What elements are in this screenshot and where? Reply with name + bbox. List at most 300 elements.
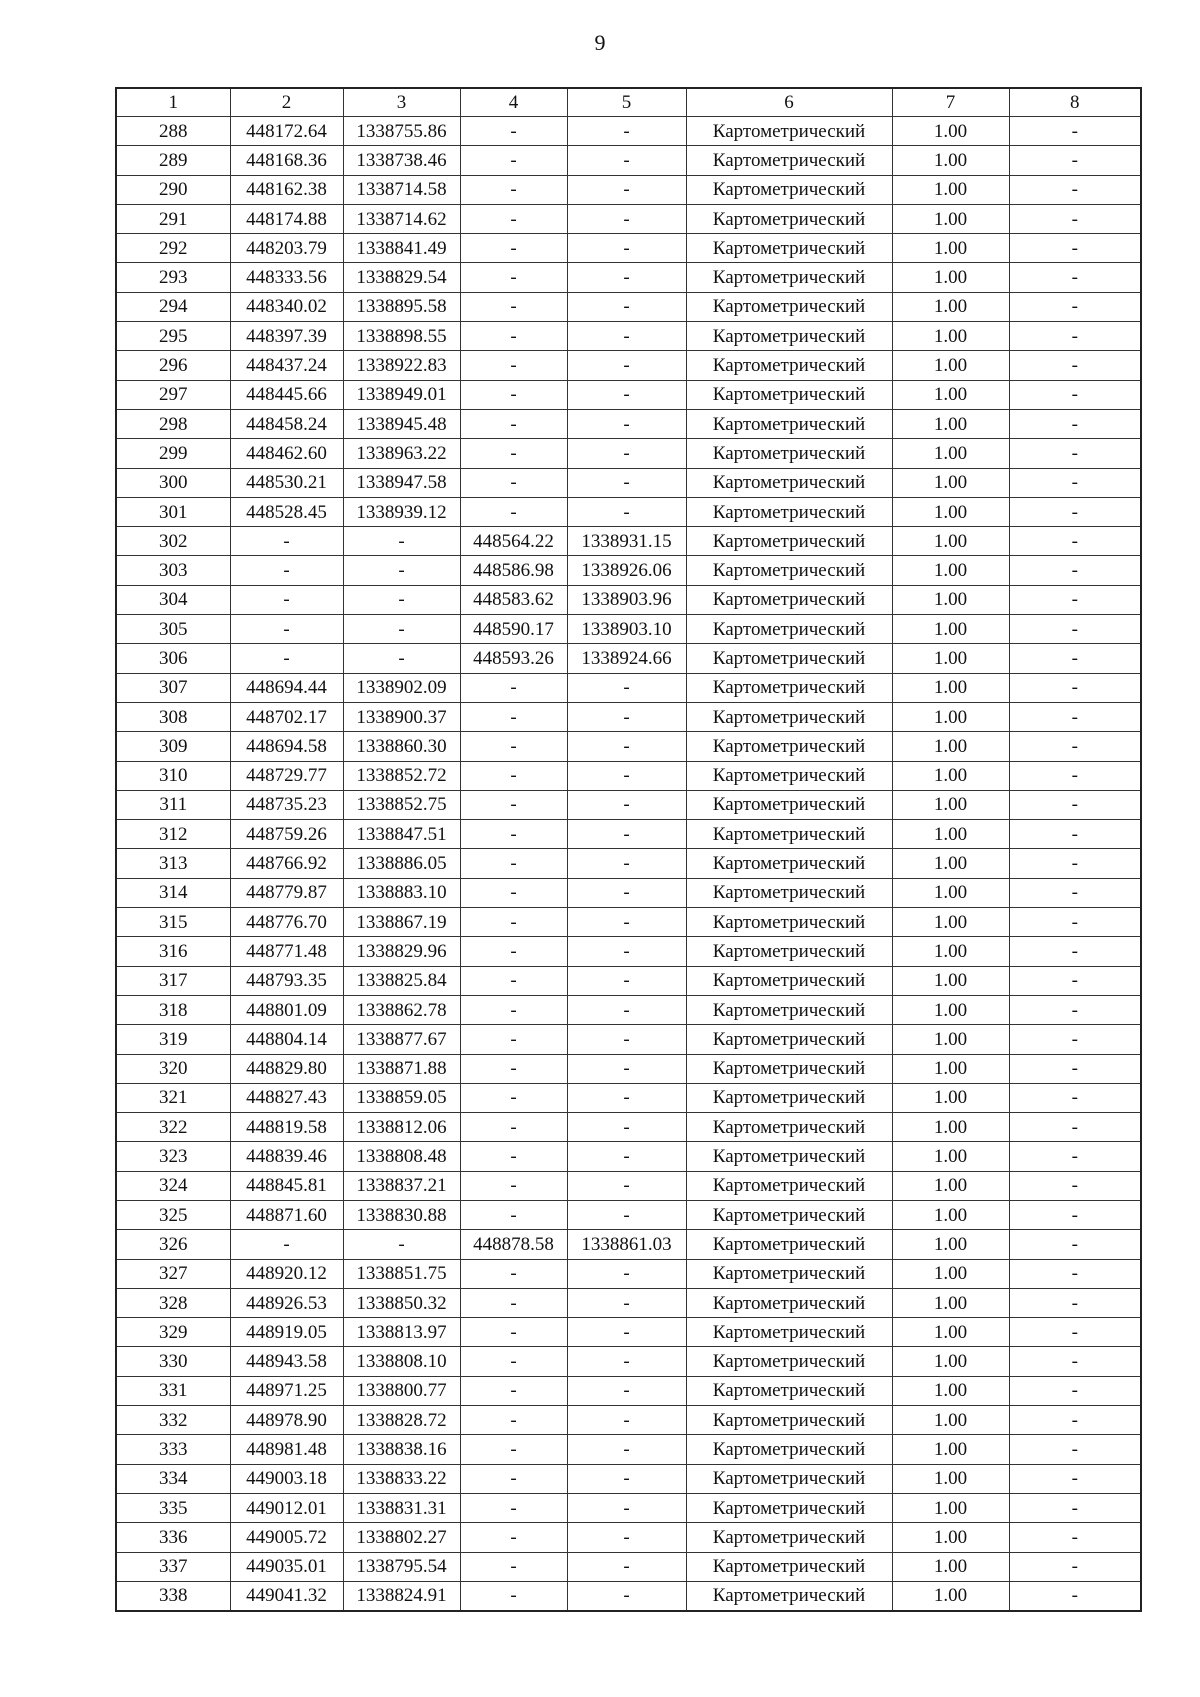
table-cell: 1338802.27 bbox=[343, 1523, 460, 1552]
table-cell: 297 bbox=[116, 380, 230, 409]
table-cell: - bbox=[343, 585, 460, 614]
table-cell: 1338831.31 bbox=[343, 1493, 460, 1522]
table-cell: Картометрический bbox=[686, 1113, 892, 1142]
table-cell: 448174.88 bbox=[230, 204, 343, 233]
table-cell: Картометрический bbox=[686, 702, 892, 731]
table-cell: - bbox=[460, 849, 567, 878]
table-cell: - bbox=[567, 439, 686, 468]
table-cell: - bbox=[567, 1347, 686, 1376]
table-cell: Картометрический bbox=[686, 380, 892, 409]
table-cell: 310 bbox=[116, 761, 230, 790]
table-cell: - bbox=[460, 351, 567, 380]
table-cell: - bbox=[1009, 175, 1141, 204]
table-cell: 1.00 bbox=[892, 1113, 1009, 1142]
table-cell: 448819.58 bbox=[230, 1113, 343, 1142]
table-cell: 317 bbox=[116, 966, 230, 995]
table-cell: 289 bbox=[116, 146, 230, 175]
table-cell: 448735.23 bbox=[230, 790, 343, 819]
table-cell: 1.00 bbox=[892, 497, 1009, 526]
table-cell: 305 bbox=[116, 615, 230, 644]
table-row bbox=[116, 995, 1141, 1024]
table-cell: 1338862.78 bbox=[343, 995, 460, 1024]
table-cell: Картометрический bbox=[686, 439, 892, 468]
table-cell: - bbox=[230, 615, 343, 644]
table-cell: 1338902.09 bbox=[343, 673, 460, 702]
table-cell: - bbox=[460, 937, 567, 966]
table-cell: Картометрический bbox=[686, 234, 892, 263]
table-cell: - bbox=[343, 556, 460, 585]
table-cell: 323 bbox=[116, 1142, 230, 1171]
table-cell: 312 bbox=[116, 820, 230, 849]
table-cell: - bbox=[460, 1142, 567, 1171]
table-row bbox=[116, 292, 1141, 321]
table-cell: - bbox=[567, 1142, 686, 1171]
table-cell: 448801.09 bbox=[230, 995, 343, 1024]
table-cell: - bbox=[1009, 1552, 1141, 1581]
table-cell: 337 bbox=[116, 1552, 230, 1581]
table-cell: 294 bbox=[116, 292, 230, 321]
table-cell: Картометрический bbox=[686, 673, 892, 702]
table-cell: Картометрический bbox=[686, 1523, 892, 1552]
table-cell: 1338947.58 bbox=[343, 468, 460, 497]
table-cell: 448564.22 bbox=[460, 527, 567, 556]
table-cell: 322 bbox=[116, 1113, 230, 1142]
table-cell: - bbox=[460, 673, 567, 702]
table-cell: - bbox=[460, 761, 567, 790]
table-cell: 1338755.86 bbox=[343, 117, 460, 146]
table-cell: Картометрический bbox=[686, 1200, 892, 1229]
table-cell: 1338813.97 bbox=[343, 1318, 460, 1347]
table-row bbox=[116, 937, 1141, 966]
table-cell: 448793.35 bbox=[230, 966, 343, 995]
table-cell: - bbox=[1009, 1142, 1141, 1171]
table-row bbox=[116, 322, 1141, 351]
table-row bbox=[116, 1435, 1141, 1464]
table-cell: 1.00 bbox=[892, 117, 1009, 146]
table-cell: - bbox=[1009, 1347, 1141, 1376]
table-cell: - bbox=[1009, 322, 1141, 351]
table-cell: - bbox=[460, 732, 567, 761]
table-cell: 1.00 bbox=[892, 1171, 1009, 1200]
table-cell: 1338829.54 bbox=[343, 263, 460, 292]
table-cell: - bbox=[567, 1171, 686, 1200]
table-cell: 448978.90 bbox=[230, 1406, 343, 1435]
table-cell: Картометрический bbox=[686, 790, 892, 819]
table-row bbox=[116, 1200, 1141, 1229]
table-cell: 449035.01 bbox=[230, 1552, 343, 1581]
table-cell: Картометрический bbox=[686, 468, 892, 497]
table-cell: - bbox=[460, 1552, 567, 1581]
table-row bbox=[116, 849, 1141, 878]
table-cell: - bbox=[1009, 204, 1141, 233]
table-cell: 448593.26 bbox=[460, 644, 567, 673]
table-cell: - bbox=[230, 585, 343, 614]
table-row bbox=[116, 1552, 1141, 1581]
table-cell: - bbox=[1009, 878, 1141, 907]
table-cell: 318 bbox=[116, 995, 230, 1024]
table-cell: 1338886.05 bbox=[343, 849, 460, 878]
table-cell: 448172.64 bbox=[230, 117, 343, 146]
table-cell: 334 bbox=[116, 1464, 230, 1493]
table-cell: - bbox=[460, 1435, 567, 1464]
table-cell: Картометрический bbox=[686, 1054, 892, 1083]
table-cell: - bbox=[1009, 1493, 1141, 1522]
table-cell: 1.00 bbox=[892, 1523, 1009, 1552]
table-cell: - bbox=[567, 1581, 686, 1611]
table-cell: - bbox=[1009, 761, 1141, 790]
table-cell: - bbox=[567, 1113, 686, 1142]
table-cell: - bbox=[1009, 1435, 1141, 1464]
table-cell: 448845.81 bbox=[230, 1171, 343, 1200]
table-cell: 448702.17 bbox=[230, 702, 343, 731]
table-cell: Картометрический bbox=[686, 908, 892, 937]
table-cell: 448583.62 bbox=[460, 585, 567, 614]
table-cell: - bbox=[1009, 1025, 1141, 1054]
table-cell: - bbox=[1009, 820, 1141, 849]
table-cell: - bbox=[460, 1581, 567, 1611]
table-header-row bbox=[116, 88, 1141, 117]
table-cell: - bbox=[460, 409, 567, 438]
table-cell: 1.00 bbox=[892, 409, 1009, 438]
table-cell: 1338898.55 bbox=[343, 322, 460, 351]
table-cell: 1338963.22 bbox=[343, 439, 460, 468]
table-cell: 314 bbox=[116, 878, 230, 907]
table-cell: - bbox=[567, 1259, 686, 1288]
table-cell: 448759.26 bbox=[230, 820, 343, 849]
table-cell: - bbox=[1009, 966, 1141, 995]
table-cell: Картометрический bbox=[686, 556, 892, 585]
table-cell: - bbox=[460, 1318, 567, 1347]
table-cell: 321 bbox=[116, 1083, 230, 1112]
table-cell: Картометрический bbox=[686, 937, 892, 966]
table-cell: 449041.32 bbox=[230, 1581, 343, 1611]
table-cell: - bbox=[1009, 1581, 1141, 1611]
table-cell: - bbox=[567, 1200, 686, 1229]
table-row bbox=[116, 468, 1141, 497]
table-cell: 448530.21 bbox=[230, 468, 343, 497]
table-cell: 298 bbox=[116, 409, 230, 438]
table-cell: - bbox=[1009, 351, 1141, 380]
table-row bbox=[116, 878, 1141, 907]
table-cell: - bbox=[1009, 556, 1141, 585]
table-cell: - bbox=[460, 966, 567, 995]
table-row bbox=[116, 820, 1141, 849]
table-cell: - bbox=[230, 1230, 343, 1259]
table-cell: - bbox=[460, 1464, 567, 1493]
table-cell: - bbox=[567, 937, 686, 966]
table-cell: 448920.12 bbox=[230, 1259, 343, 1288]
table-cell: - bbox=[460, 878, 567, 907]
table-cell: 299 bbox=[116, 439, 230, 468]
table-cell: - bbox=[343, 527, 460, 556]
table-row bbox=[116, 1493, 1141, 1522]
column-header: 8 bbox=[1009, 88, 1141, 117]
table-cell: 1.00 bbox=[892, 1054, 1009, 1083]
table-cell: - bbox=[343, 1230, 460, 1259]
table-cell: - bbox=[343, 615, 460, 644]
table-row bbox=[116, 1581, 1141, 1611]
table-row bbox=[116, 409, 1141, 438]
table-row bbox=[116, 644, 1141, 673]
table-cell: 288 bbox=[116, 117, 230, 146]
table-cell: - bbox=[1009, 439, 1141, 468]
table-cell: 448445.66 bbox=[230, 380, 343, 409]
table-cell: - bbox=[1009, 527, 1141, 556]
table-cell: - bbox=[567, 1435, 686, 1464]
table-cell: 1338738.46 bbox=[343, 146, 460, 175]
table-cell: - bbox=[1009, 117, 1141, 146]
table-cell: - bbox=[460, 1025, 567, 1054]
table-cell: 307 bbox=[116, 673, 230, 702]
table-cell: 1.00 bbox=[892, 204, 1009, 233]
table-cell: 1.00 bbox=[892, 1200, 1009, 1229]
table-cell: - bbox=[1009, 1406, 1141, 1435]
table-cell: 303 bbox=[116, 556, 230, 585]
table-cell: 1338852.75 bbox=[343, 790, 460, 819]
table-cell: 448766.92 bbox=[230, 849, 343, 878]
table-cell: Картометрический bbox=[686, 878, 892, 907]
table-cell: 1.00 bbox=[892, 1025, 1009, 1054]
table-cell: 1338877.67 bbox=[343, 1025, 460, 1054]
table-cell: - bbox=[460, 1376, 567, 1405]
table-cell: 448981.48 bbox=[230, 1435, 343, 1464]
table-cell: Картометрический bbox=[686, 1025, 892, 1054]
table-cell: 338 bbox=[116, 1581, 230, 1611]
table-cell: - bbox=[567, 175, 686, 204]
table-row bbox=[116, 1259, 1141, 1288]
table-cell: 448771.48 bbox=[230, 937, 343, 966]
table-cell: 1.00 bbox=[892, 820, 1009, 849]
table-cell: - bbox=[567, 790, 686, 819]
table-cell: 1338926.06 bbox=[567, 556, 686, 585]
table-cell: 1338871.88 bbox=[343, 1054, 460, 1083]
table-cell: 1.00 bbox=[892, 1083, 1009, 1112]
table-cell: 329 bbox=[116, 1318, 230, 1347]
table-row bbox=[116, 1142, 1141, 1171]
table-cell: Картометрический bbox=[686, 1493, 892, 1522]
table-cell: 448694.44 bbox=[230, 673, 343, 702]
table-cell: 448333.56 bbox=[230, 263, 343, 292]
table-cell: 1338903.96 bbox=[567, 585, 686, 614]
table-cell: 327 bbox=[116, 1259, 230, 1288]
table-cell: 1.00 bbox=[892, 556, 1009, 585]
table-cell: 1338714.58 bbox=[343, 175, 460, 204]
table-cell: - bbox=[567, 878, 686, 907]
table-cell: Картометрический bbox=[686, 644, 892, 673]
table-cell: 1.00 bbox=[892, 790, 1009, 819]
table-cell: 1.00 bbox=[892, 1259, 1009, 1288]
table-cell: - bbox=[1009, 263, 1141, 292]
table-cell: - bbox=[460, 1493, 567, 1522]
table-row bbox=[116, 1083, 1141, 1112]
table-row bbox=[116, 204, 1141, 233]
table-cell: - bbox=[230, 527, 343, 556]
table-row bbox=[116, 234, 1141, 263]
table-row bbox=[116, 1230, 1141, 1259]
table-cell: 332 bbox=[116, 1406, 230, 1435]
table-cell: - bbox=[460, 1171, 567, 1200]
table-cell: - bbox=[460, 1406, 567, 1435]
table-row bbox=[116, 1171, 1141, 1200]
table-cell: 1338859.05 bbox=[343, 1083, 460, 1112]
table-cell: 1.00 bbox=[892, 1376, 1009, 1405]
table-cell: Картометрический bbox=[686, 1435, 892, 1464]
table-row bbox=[116, 351, 1141, 380]
table-cell: 336 bbox=[116, 1523, 230, 1552]
table-row bbox=[116, 380, 1141, 409]
table-cell: - bbox=[567, 1318, 686, 1347]
table-cell: - bbox=[1009, 908, 1141, 937]
table-cell: 1338829.96 bbox=[343, 937, 460, 966]
table-row bbox=[116, 1113, 1141, 1142]
table-cell: 1338795.54 bbox=[343, 1552, 460, 1581]
table-cell: 1.00 bbox=[892, 644, 1009, 673]
table-cell: Картометрический bbox=[686, 1318, 892, 1347]
table-cell: 291 bbox=[116, 204, 230, 233]
table-cell: 448919.05 bbox=[230, 1318, 343, 1347]
table-cell: 1.00 bbox=[892, 263, 1009, 292]
column-header: 7 bbox=[892, 88, 1009, 117]
table-cell: 1338828.72 bbox=[343, 1406, 460, 1435]
table-cell: - bbox=[1009, 790, 1141, 819]
table-row bbox=[116, 146, 1141, 175]
table-cell: 300 bbox=[116, 468, 230, 497]
table-cell: - bbox=[1009, 1464, 1141, 1493]
table-cell: - bbox=[567, 732, 686, 761]
table-cell: 448926.53 bbox=[230, 1288, 343, 1317]
table-cell: - bbox=[1009, 995, 1141, 1024]
table-cell: Картометрический bbox=[686, 849, 892, 878]
table-cell: - bbox=[1009, 1288, 1141, 1317]
table-cell: - bbox=[567, 263, 686, 292]
table-cell: 320 bbox=[116, 1054, 230, 1083]
table-cell: 448203.79 bbox=[230, 234, 343, 263]
table-cell: - bbox=[1009, 146, 1141, 175]
table-cell: Картометрический bbox=[686, 497, 892, 526]
table-cell: 448971.25 bbox=[230, 1376, 343, 1405]
table-cell: - bbox=[567, 1493, 686, 1522]
table-cell: 1.00 bbox=[892, 585, 1009, 614]
column-header: 6 bbox=[686, 88, 892, 117]
table-cell: - bbox=[567, 820, 686, 849]
table-cell: Картометрический bbox=[686, 351, 892, 380]
table-cell: 301 bbox=[116, 497, 230, 526]
table-cell: 1338808.48 bbox=[343, 1142, 460, 1171]
table-cell: - bbox=[460, 908, 567, 937]
table-cell: Картометрический bbox=[686, 1083, 892, 1112]
table-cell: 1.00 bbox=[892, 468, 1009, 497]
table-cell: - bbox=[1009, 1171, 1141, 1200]
table-cell: - bbox=[460, 995, 567, 1024]
table-cell: 1338837.21 bbox=[343, 1171, 460, 1200]
table-cell: 448943.58 bbox=[230, 1347, 343, 1376]
table-row bbox=[116, 790, 1141, 819]
table-cell: Картометрический bbox=[686, 1171, 892, 1200]
table-cell: - bbox=[460, 1083, 567, 1112]
table-cell: - bbox=[230, 556, 343, 585]
table-cell: 1.00 bbox=[892, 1142, 1009, 1171]
table-cell: 331 bbox=[116, 1376, 230, 1405]
table-cell: 1338931.15 bbox=[567, 527, 686, 556]
table-cell: 1338841.49 bbox=[343, 234, 460, 263]
table-cell: - bbox=[567, 966, 686, 995]
table-cell: - bbox=[567, 702, 686, 731]
table-body bbox=[116, 117, 1141, 1612]
table-cell: - bbox=[567, 849, 686, 878]
column-header: 5 bbox=[567, 88, 686, 117]
table-cell: 1338800.77 bbox=[343, 1376, 460, 1405]
table-cell: Картометрический bbox=[686, 966, 892, 995]
table-cell: - bbox=[1009, 292, 1141, 321]
table-cell: - bbox=[1009, 1113, 1141, 1142]
table-row bbox=[116, 1406, 1141, 1435]
table-cell: - bbox=[460, 820, 567, 849]
table-cell: - bbox=[567, 292, 686, 321]
table-row bbox=[116, 761, 1141, 790]
table-cell: 1338838.16 bbox=[343, 1435, 460, 1464]
table-row bbox=[116, 1054, 1141, 1083]
coordinates-table bbox=[115, 87, 1142, 1612]
table-cell: 1338714.62 bbox=[343, 204, 460, 233]
table-cell: 448776.70 bbox=[230, 908, 343, 937]
table-cell: Картометрический bbox=[686, 615, 892, 644]
table-cell: - bbox=[567, 761, 686, 790]
table-cell: Картометрический bbox=[686, 1347, 892, 1376]
table-cell: 1.00 bbox=[892, 439, 1009, 468]
table-cell: - bbox=[1009, 409, 1141, 438]
table-row bbox=[116, 1376, 1141, 1405]
table-cell: Картометрический bbox=[686, 204, 892, 233]
table-cell: 328 bbox=[116, 1288, 230, 1317]
table-cell: 1338883.10 bbox=[343, 878, 460, 907]
table-cell: - bbox=[1009, 1318, 1141, 1347]
table-cell: 1338949.01 bbox=[343, 380, 460, 409]
table-cell: Картометрический bbox=[686, 1552, 892, 1581]
table-cell: 311 bbox=[116, 790, 230, 819]
table-cell: 1.00 bbox=[892, 1347, 1009, 1376]
table-cell: 1.00 bbox=[892, 351, 1009, 380]
table-cell: 448779.87 bbox=[230, 878, 343, 907]
table-cell: - bbox=[460, 175, 567, 204]
table-cell: 1338808.10 bbox=[343, 1347, 460, 1376]
table-cell: 1338900.37 bbox=[343, 702, 460, 731]
table-cell: 1.00 bbox=[892, 878, 1009, 907]
table-cell: - bbox=[567, 1406, 686, 1435]
table-cell: 1.00 bbox=[892, 1493, 1009, 1522]
table-cell: 308 bbox=[116, 702, 230, 731]
table-cell: - bbox=[567, 146, 686, 175]
table-cell: - bbox=[567, 409, 686, 438]
table-cell: 1.00 bbox=[892, 849, 1009, 878]
table-row bbox=[116, 1523, 1141, 1552]
table-cell: 292 bbox=[116, 234, 230, 263]
table-cell: 448462.60 bbox=[230, 439, 343, 468]
table-cell: 296 bbox=[116, 351, 230, 380]
table-cell: Картометрический bbox=[686, 1288, 892, 1317]
table-cell: - bbox=[567, 1054, 686, 1083]
table-cell: - bbox=[1009, 1259, 1141, 1288]
table-row bbox=[116, 702, 1141, 731]
table-cell: - bbox=[1009, 1083, 1141, 1112]
table-cell: - bbox=[460, 468, 567, 497]
table-cell: 1338860.30 bbox=[343, 732, 460, 761]
table-row bbox=[116, 1347, 1141, 1376]
table-cell: Картометрический bbox=[686, 146, 892, 175]
table-cell: - bbox=[1009, 234, 1141, 263]
table-cell: 448340.02 bbox=[230, 292, 343, 321]
table-cell: - bbox=[460, 439, 567, 468]
table-cell: Картометрический bbox=[686, 820, 892, 849]
